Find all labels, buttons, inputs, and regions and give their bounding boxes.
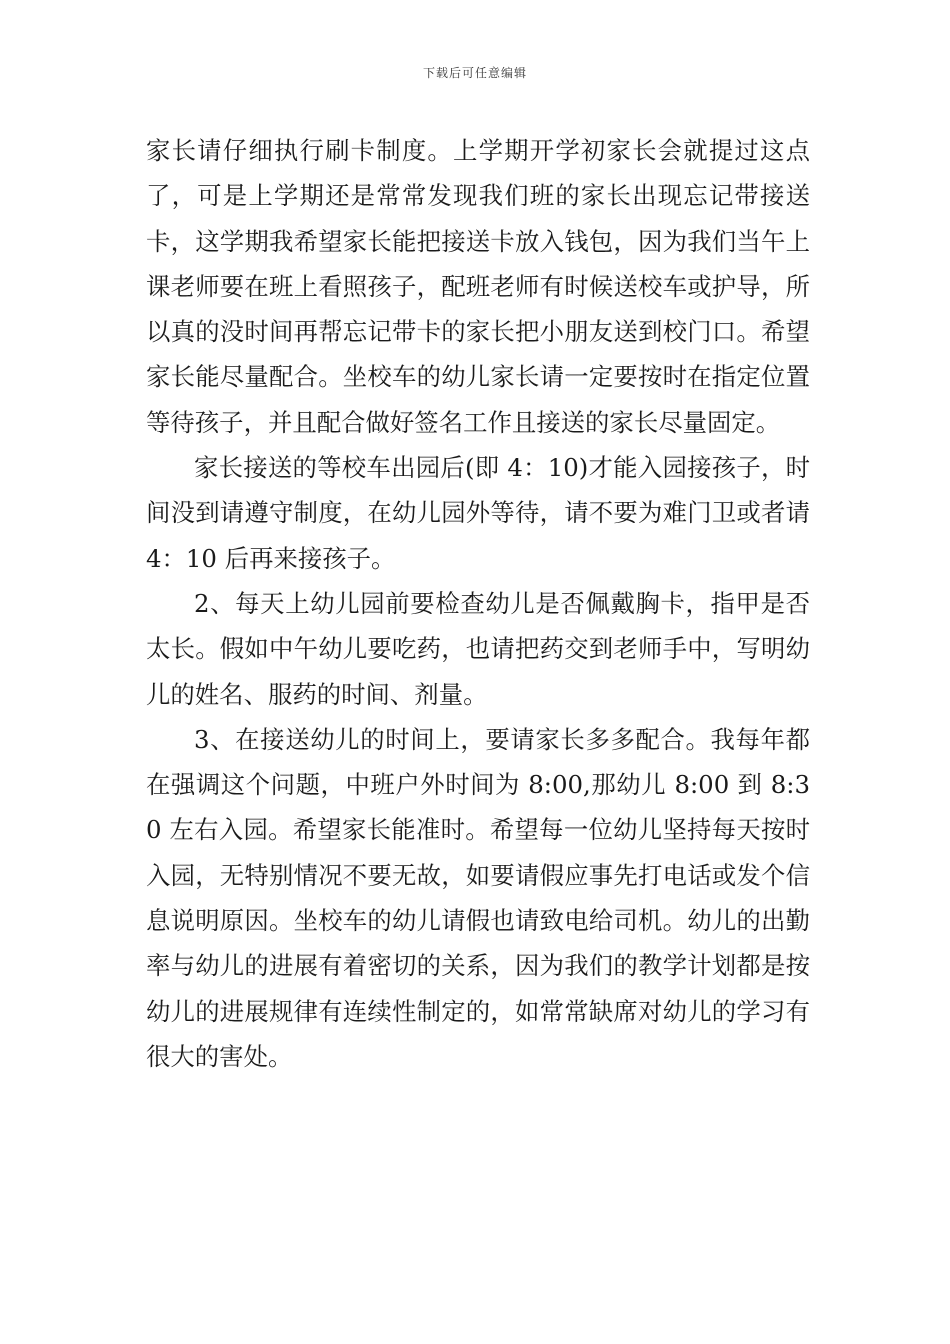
page-header-note: 下载后可任意编辑 [422,66,527,80]
paragraph-item-2-health-check: 2、每天上幼儿园前要检查幼儿是否佩戴胸卡，指甲是否太长。假如中午幼儿要吃药，也请把药交到老师手中，写明幼儿的姓名、服药的时间、剂量。 [146,588,810,709]
document-body [146,128,810,1079]
paragraph-card-rules: 家长请仔细执行刷卡制度。上学期开学初家长会就提过这点了，可是上学期还是常常发现我们班的家长出现忘记带接送卡，这学期我希望家长能把接送卡放入钱包，因为我们当午上课老师要在班上看照孩子，配班老师有时候送校车或护导，所以真的没时间再帮忘记带卡的家长把小朋友送到校门口。希望家长能尽量配合。坐校车的幼儿家长请一定要按时在指定位置等待孩子，并且配合做好签名工作且接送的家长尽量固定。 [146,136,810,437]
paragraph-pickup-time: 家长接送的等校车出园后(即 4：10)才能入园接孩子，时间没到请遵守制度，在幼儿园外等待，请不要为难门卫或者请 4：10 后再来接孩子。 [146,453,810,573]
paragraph-item-3-attendance: 3、在接送幼儿的时间上，要请家长多多配合。我每年都在强调这个问题，中班户外时间为 8:00,那幼儿 8:00 到 8:30 左右入园。希望家长能准时。希望每一位幼儿坚持每天按时入园，无特别情况不要无故，如要请假应事先打电话或发个信息说明原因。坐校车的幼儿请假也请致电给司机。幼儿的出勤率与幼儿的进展有着密切的关系，因为我们的教学计划都是按幼儿的进展规律有连续性制定的，如常常缺席对幼儿的学习有很大的害处。 [146,724,810,1071]
